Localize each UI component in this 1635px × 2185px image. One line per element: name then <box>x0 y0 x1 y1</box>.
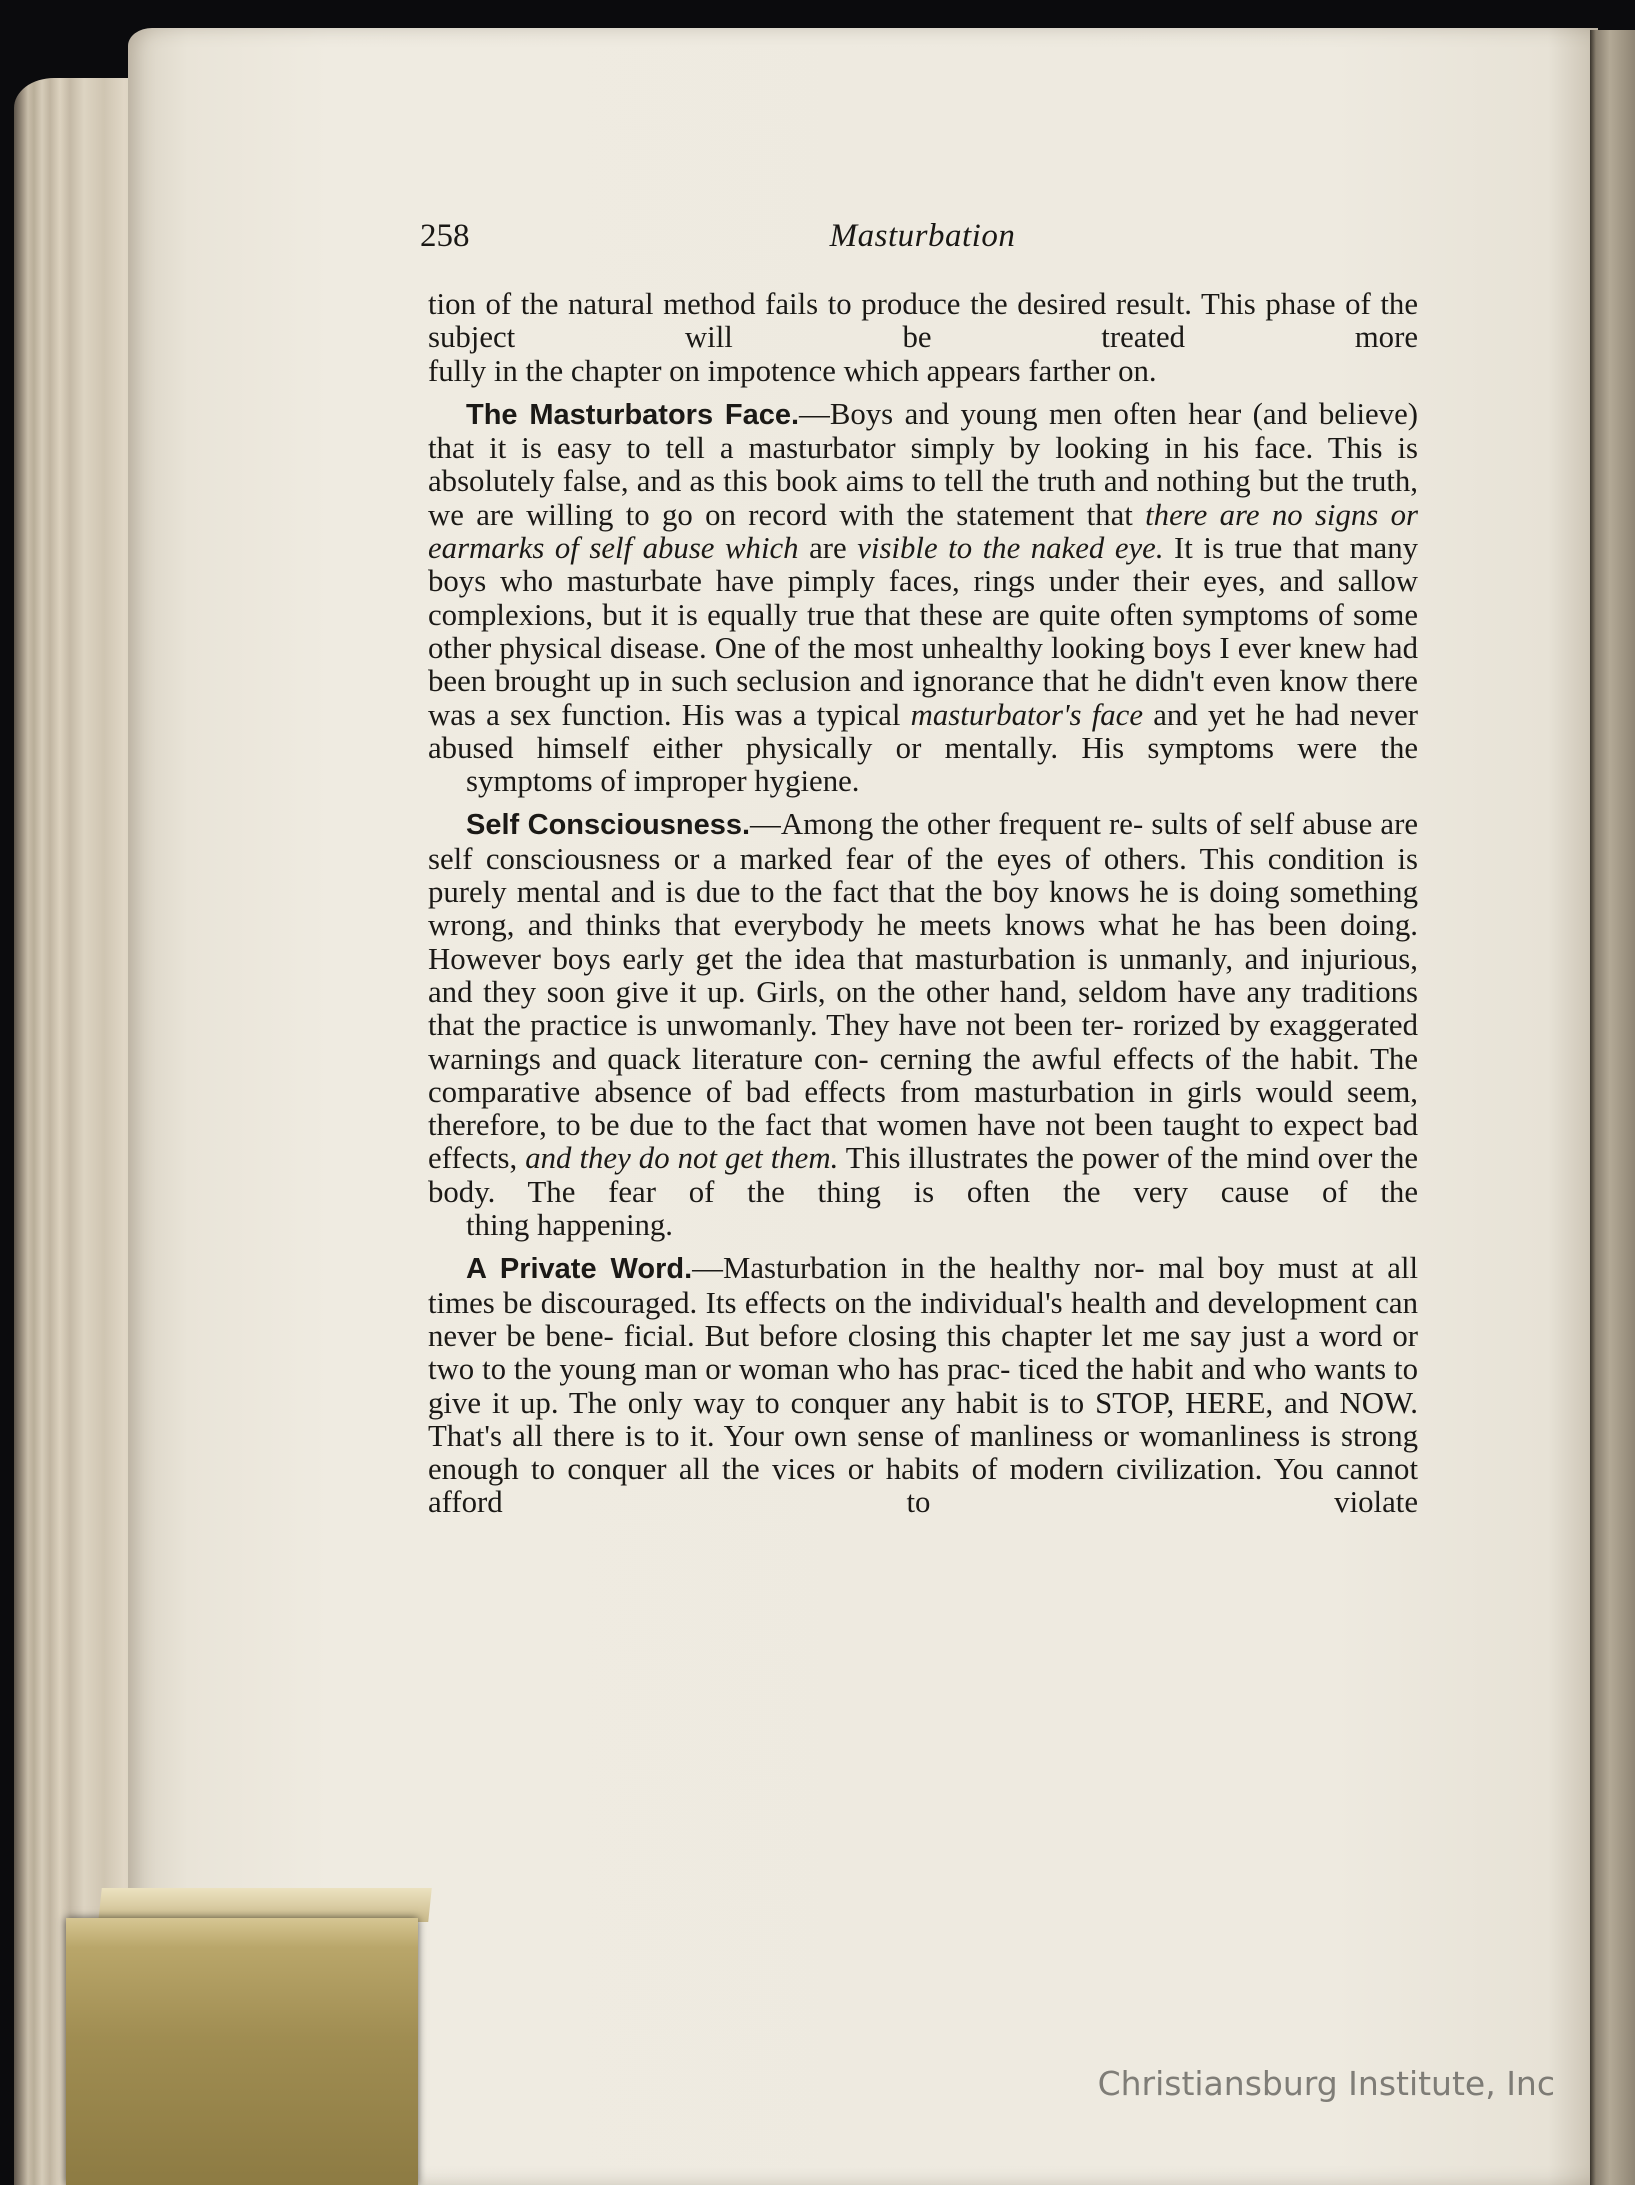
text-line: sallow complexions, but it is equally true that these are <box>428 564 1419 632</box>
text-line: hear (and believe) that it is easy to tell a masturbator <box>428 396 1418 466</box>
paragraph-1 <box>428 288 1418 388</box>
text-line: simply by looking in his face. This is absolutely false, <box>428 431 1418 499</box>
text-line: —Masturbation in the healthy nor- <box>692 1251 1145 1286</box>
text-line: of the most unhealthy looking boys I ever knew had been <box>428 630 1418 699</box>
text-line: truth, we are willing to go on record with the statement <box>428 464 1419 532</box>
text-line: absence of bad effects from masturbation in girls would <box>594 1074 1333 1109</box>
page-body <box>428 288 1418 1530</box>
text-line: tion of the natural method fails to produce the desired <box>428 287 1107 321</box>
text-line: even know there was a sex function. His was a typical <box>428 664 1418 732</box>
running-head: Masturbation <box>829 218 1016 254</box>
text-line: word or two to the young man or woman who has prac- <box>428 1318 1419 1387</box>
text-line: mal boy must at all times be discouraged. Its effects on <box>428 1251 1418 1320</box>
section-heading: The Masturbators Face. <box>466 398 800 431</box>
text-line: it up. Girls, on the other hand, seldom have any traditions <box>679 974 1418 1009</box>
italic-text: there are no signs or earmarks of self abuse which <box>428 497 1418 566</box>
text-line: either physically or mentally. His symptoms were the <box>652 730 1419 765</box>
italic-text: them. <box>770 1141 839 1176</box>
bookmark-top-edge <box>98 1888 432 1922</box>
page-gutter <box>1590 30 1635 2185</box>
text-line: womanliness is strong enough to conquer all the vices or <box>428 1418 1419 1487</box>
text-line: sults of self abuse are self consciousness or a marked fear <box>428 807 1418 876</box>
paragraph-self-consciousness <box>428 808 1418 1242</box>
text-line: masturbation is unmanly, and injurious, and they soon give <box>428 941 1418 1009</box>
text-line: rorized by exaggerated warnings and quack literature con- <box>428 1008 1418 1076</box>
text-line: brought up in such seclusion and ignorance that he didn't <box>494 664 1204 699</box>
text-line: —Boys and young men often <box>799 396 1177 431</box>
text-line: is due to the fact that the boy knows he is doing something <box>665 875 1418 910</box>
text-line: quite often symptoms of some other physical disease. One <box>428 597 1418 665</box>
text-line: seem, therefore, to be due to the fact that women have <box>428 1074 1418 1143</box>
text-line: not been taught to expect bad effects, <box>428 1108 1418 1176</box>
text-line: It is true that many boys who <box>428 531 1418 599</box>
text-line: This illustrates the power of the mind over the <box>838 1141 1419 1176</box>
text-line: cerning the awful effects of the habit. The comparative <box>428 1041 1418 1109</box>
text-line: are <box>809 531 858 566</box>
text-line: That's all there is to it. Your own sense of manliness or <box>428 1418 1130 1453</box>
paragraph-masturbators-face <box>428 398 1418 799</box>
text-line: the individual's health and development can never be bene- <box>428 1285 1418 1353</box>
italic-text: masturbator's face <box>910 697 1144 732</box>
text-line: and yet he had never abused himself <box>428 697 1418 765</box>
text-line: and as this book aims to tell the truth and nothing but the <box>636 464 1344 499</box>
gilt-bookmark <box>66 1918 418 2185</box>
section-heading: A Private Word. <box>466 1253 693 1286</box>
text-line: result. This phase of the subject will be treated more <box>428 287 1418 355</box>
text-line: masturbate have pimply faces, rings under their eyes, and <box>566 564 1324 599</box>
text-line: he has been doing. However boys early get the idea that <box>428 908 1418 976</box>
text-line: of the eyes of others. This condition is purely mental and <box>428 841 1418 910</box>
italic-text: visible to the naked eye. <box>857 531 1164 566</box>
text-line: that the practice is unwomanly. They have not been ter- <box>428 1008 1124 1043</box>
text-line: habits of modern civilization. You cannot afford to violate <box>428 1452 1419 1520</box>
page-header <box>420 218 1425 270</box>
page-number: 258 <box>420 218 470 254</box>
text-line: to conquer any habit is to STOP, HERE, and NOW. <box>755 1385 1418 1420</box>
text-line: —Among the other frequent re- <box>750 807 1144 842</box>
text-line: that <box>1086 497 1146 532</box>
text-line: wrong, and thinks that everybody he meets knows what <box>428 908 1159 943</box>
section-heading: Self Consciousness. <box>466 809 751 842</box>
text-line: fully in the chapter on impotence which appears farther on. <box>428 353 1157 388</box>
text-line: symptoms of improper hygiene. <box>466 764 860 799</box>
text-line: body. The fear of the thing is often the very cause of the <box>428 1174 1418 1209</box>
text-line: ficial. But before closing this chapter let me say just a <box>623 1318 1310 1353</box>
italic-text: and they do not get <box>525 1141 763 1176</box>
text-line: thing happening. <box>466 1208 673 1243</box>
paragraph-private-word <box>428 1252 1418 1519</box>
text-line: ticed the habit and who wants to give it up. The only way <box>428 1352 1418 1420</box>
watermark: Christiansburg Institute, Inc <box>1097 2064 1555 2103</box>
